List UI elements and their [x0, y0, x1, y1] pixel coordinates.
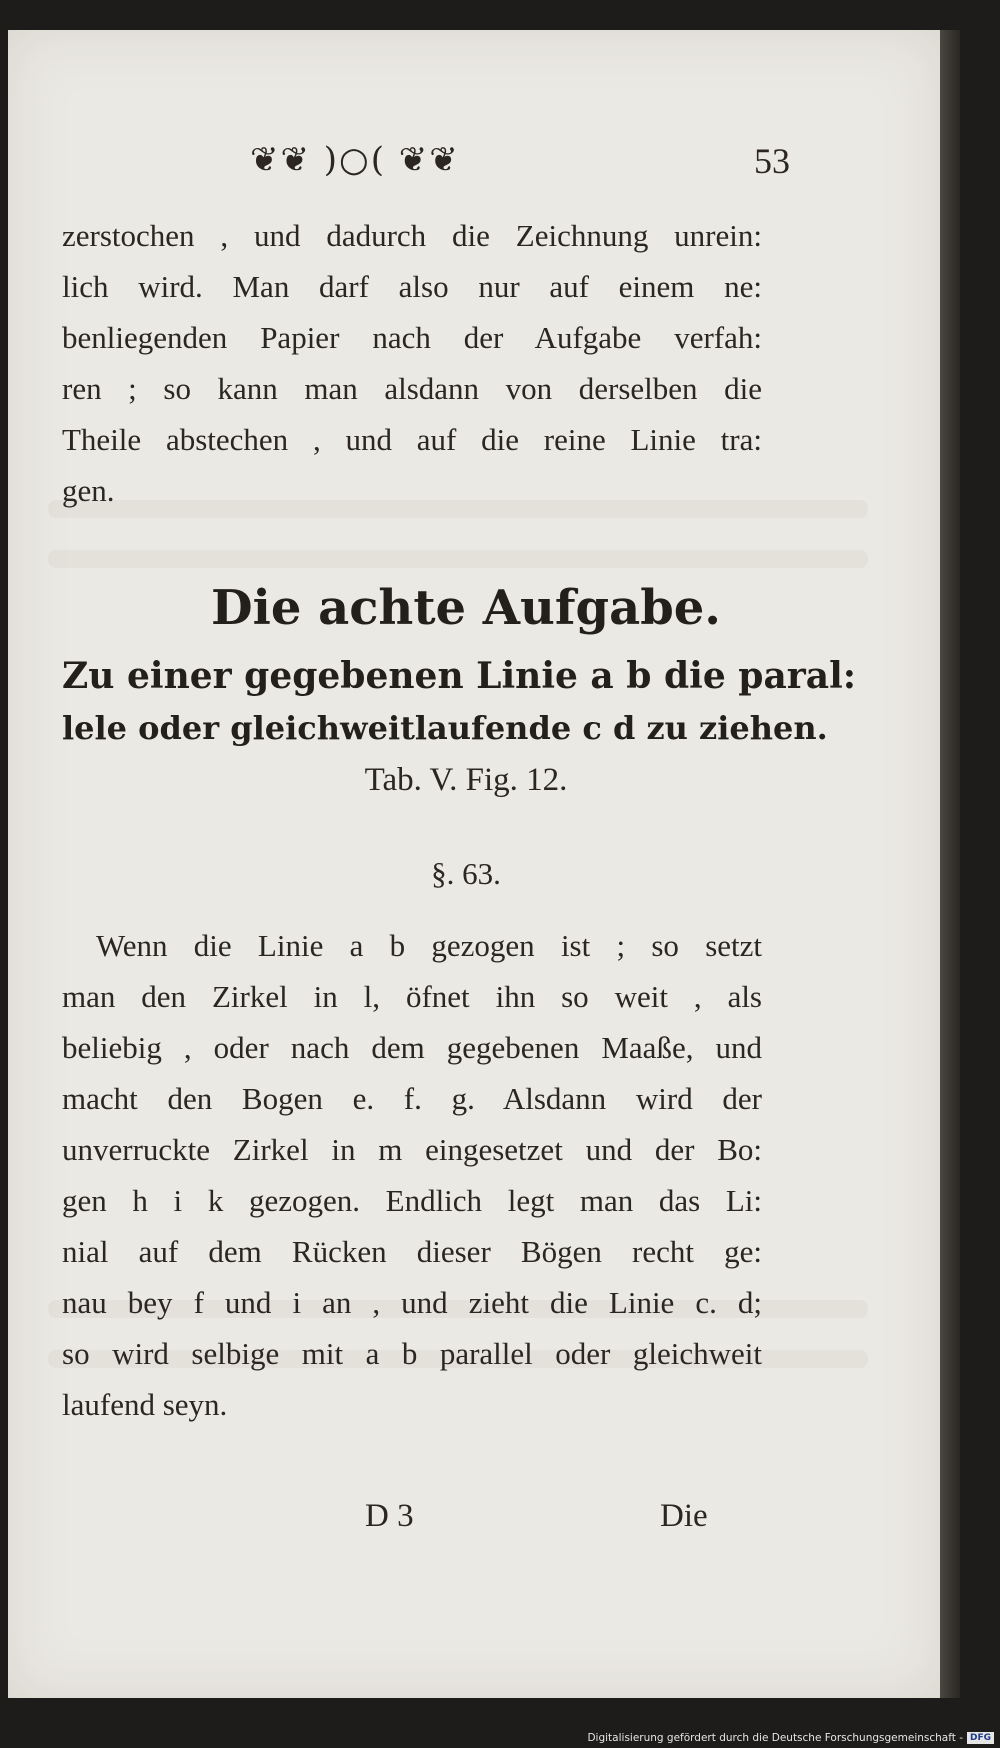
text-line: lich wird. Man darf also nur auf einem ne:: [62, 269, 762, 304]
text-line: gen h i k gezogen. Endlich legt man das Li:: [62, 1183, 762, 1218]
main-paragraph: [62, 920, 762, 1430]
text-line: beliebig , oder nach dem gegebenen Maaße, und: [62, 1030, 762, 1065]
running-header: [60, 140, 790, 190]
continuation-paragraph: [62, 210, 762, 516]
paragraph-number: §. 63.: [431, 856, 501, 891]
task-heading-line: lele oder gleichweitlaufende c d zu ziehen.: [62, 709, 828, 747]
page-number: 53: [754, 141, 790, 181]
text-line: macht den Bogen e. f. g. Alsdann wird der: [62, 1081, 762, 1116]
text-line: nial auf dem Rücken dieser Bögen recht ge:: [62, 1234, 762, 1269]
task-heading-line: Zu einer gegebenen Linie a b die paral:: [62, 655, 857, 697]
text-line: Wenn die Linie a b gezogen ist ; so setzt: [96, 928, 762, 963]
signature-mark: D 3: [365, 1498, 414, 1534]
text-line: zerstochen , und dadurch die Zeichnung unrein:: [62, 218, 762, 253]
figure-reference: Tab. V. Fig. 12.: [364, 762, 568, 798]
text-line: so wird selbige mit a b parallel oder gleichweit: [62, 1336, 762, 1371]
show-through-texture: [48, 550, 868, 568]
page-edge-shadow: [940, 30, 960, 1698]
attribution-bar: [587, 1732, 994, 1744]
text-line: benliegenden Papier nach der Aufgabe verfah:: [62, 320, 762, 355]
text-line: nau bey f und i an , und zieht die Linie c. d;: [62, 1285, 762, 1320]
text-line: Theile abstechen , und auf die reine Linie tra:: [62, 422, 762, 457]
text-line: gen.: [62, 473, 115, 508]
task-heading: [62, 650, 857, 754]
text-line: ren ; so kann man alsdann von derselben die: [62, 371, 762, 406]
text-line: unverruckte Zirkel in m eingesetzet und der Bo:: [62, 1132, 762, 1167]
catchword: Die: [660, 1498, 708, 1534]
text-line: man den Zirkel in l, öfnet ihn so weit , als: [62, 979, 762, 1014]
header-ornament: ❦❦ )○( ❦❦: [250, 140, 460, 180]
text-line: laufend seyn.: [62, 1387, 228, 1422]
dfg-logo-icon: DFG: [967, 1732, 994, 1744]
attribution-text: Digitalisierung gefördert durch die Deutsche Forschungsgemeinschaft -: [587, 1732, 963, 1744]
section-title: Die achte Aufgabe.: [210, 580, 722, 636]
